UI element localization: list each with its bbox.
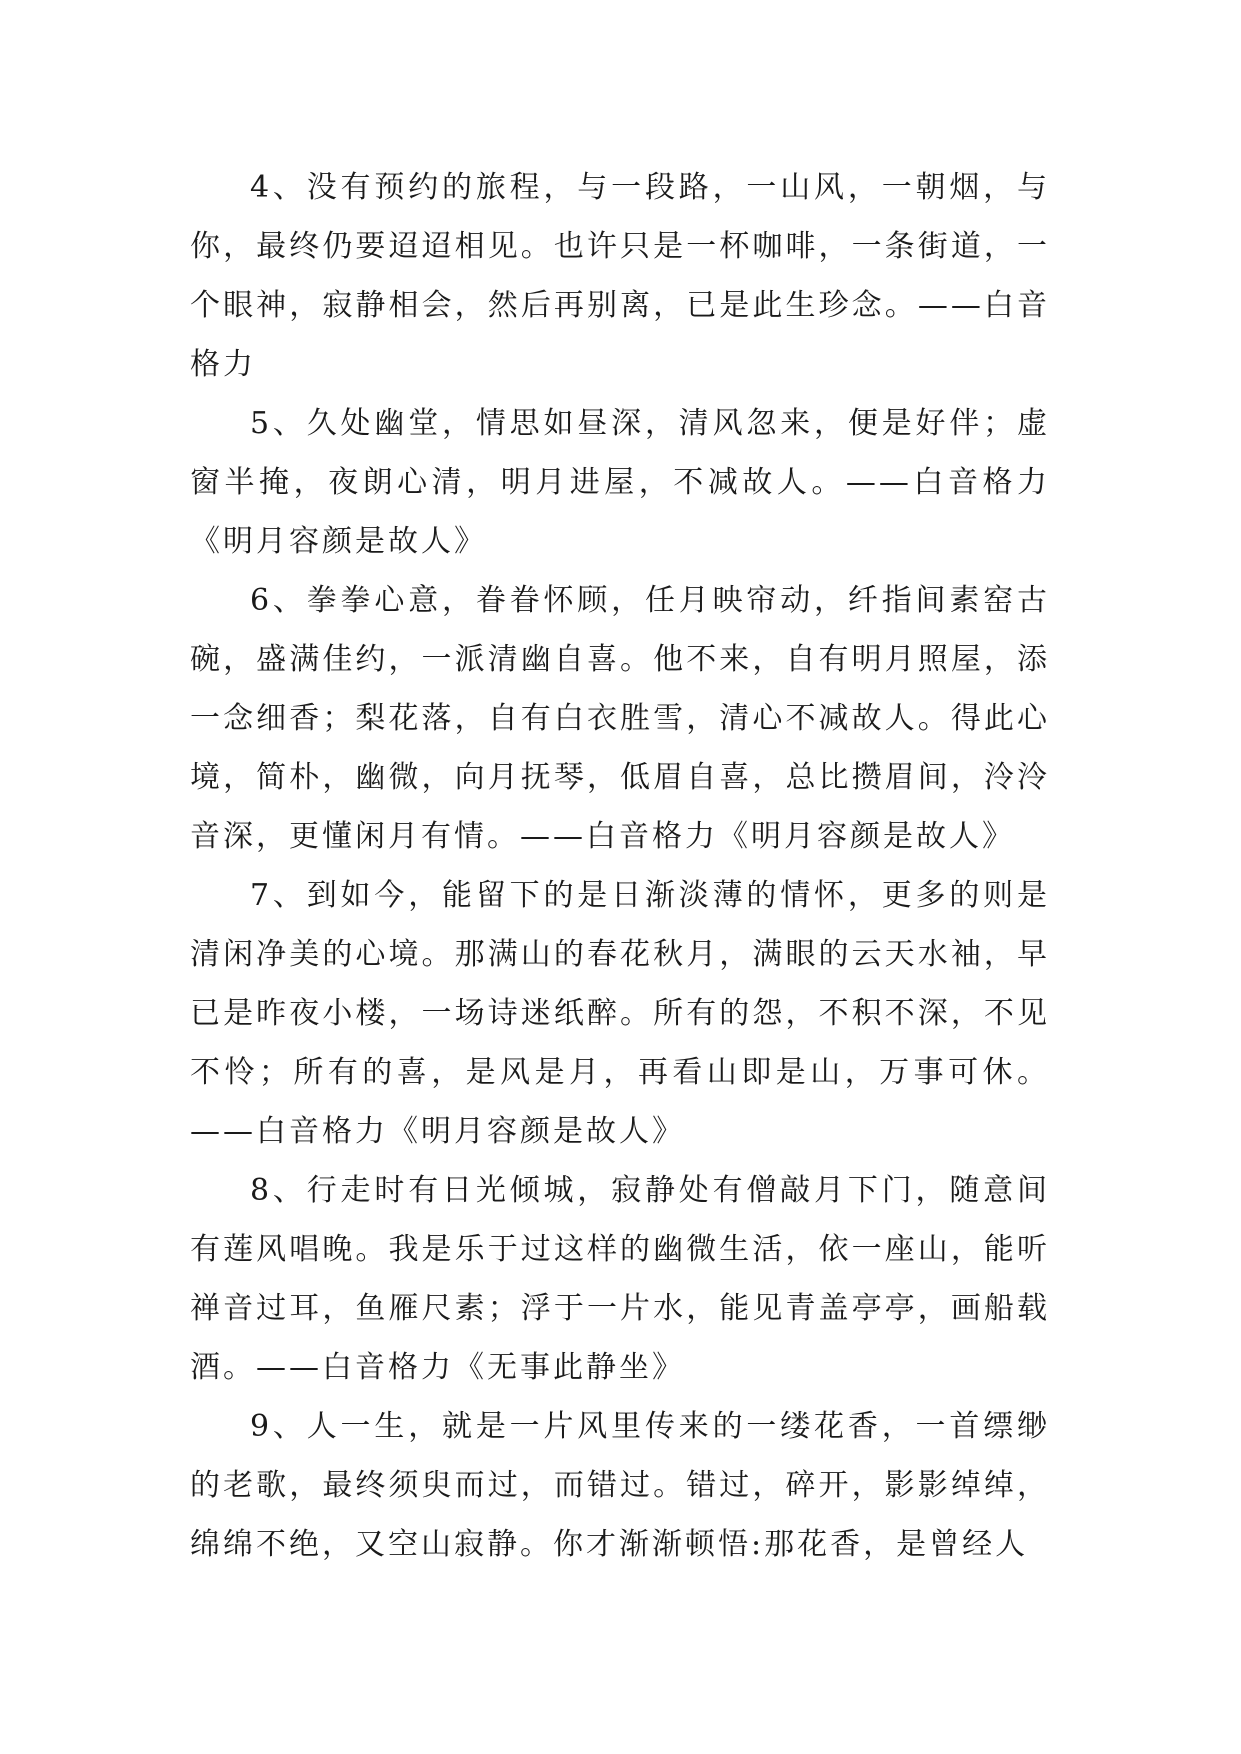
paragraph-4: 4、没有预约的旅程，与一段路，一山风，一朝烟，与你，最终仍要迢迢相见。也许只是一杯咖啡，一条街道，一个眼神，寂静相会，然后再别离，已是此生珍念。——白音格力 [190, 170, 1050, 382]
paragraph-6: 6、拳拳心意，眷眷怀顾，任月映帘动，纤指间素窑古碗，盛满佳约，一派清幽自喜。他不来，自有明月照屋，添一念细香；梨花落，自有白衣胜雪，清心不减故人。得此心境，简朴，幽微，向月抚琴，低眉自喜，总比攒眉间，泠泠音深，更懂闲月有情。——白音格力《明月容颜是故人》 [190, 583, 1050, 854]
paragraph-9: 9、人一生，就是一片风里传来的一缕花香，一首缥缈的老歌，最终须臾而过，而错过。错过，碎开，影影绰绰，绵绵不绝，又空山寂静。你才渐渐顿悟:那花香，是曾经人 [190, 1409, 1050, 1562]
paragraph-8: 8、行走时有日光倾城，寂静处有僧敲月下门，随意间有莲风唱晚。我是乐于过这样的幽微生活，依一座山，能听禅音过耳，鱼雁尺素；浮于一片水，能见青盖亭亭，画船载酒。——白音格力《无事此静坐》 [190, 1173, 1050, 1385]
paragraph-7: 7、到如今，能留下的是日渐淡薄的情怀，更多的则是清闲净美的心境。那满山的春花秋月，满眼的云天水袖，早已是昨夜小楼，一场诗迷纸醉。所有的怨，不积不深，不见不怜；所有的喜，是风是月，再看山即是山，万事可休。——白音格力《明月容颜是故人》 [190, 878, 1050, 1149]
paragraph-5: 5、久处幽堂，情思如昼深，清风忽来，便是好伴；虚窗半掩，夜朗心清，明月进屋，不减故人。——白音格力《明月容颜是故人》 [190, 406, 1050, 559]
document-body [190, 158, 1050, 1574]
